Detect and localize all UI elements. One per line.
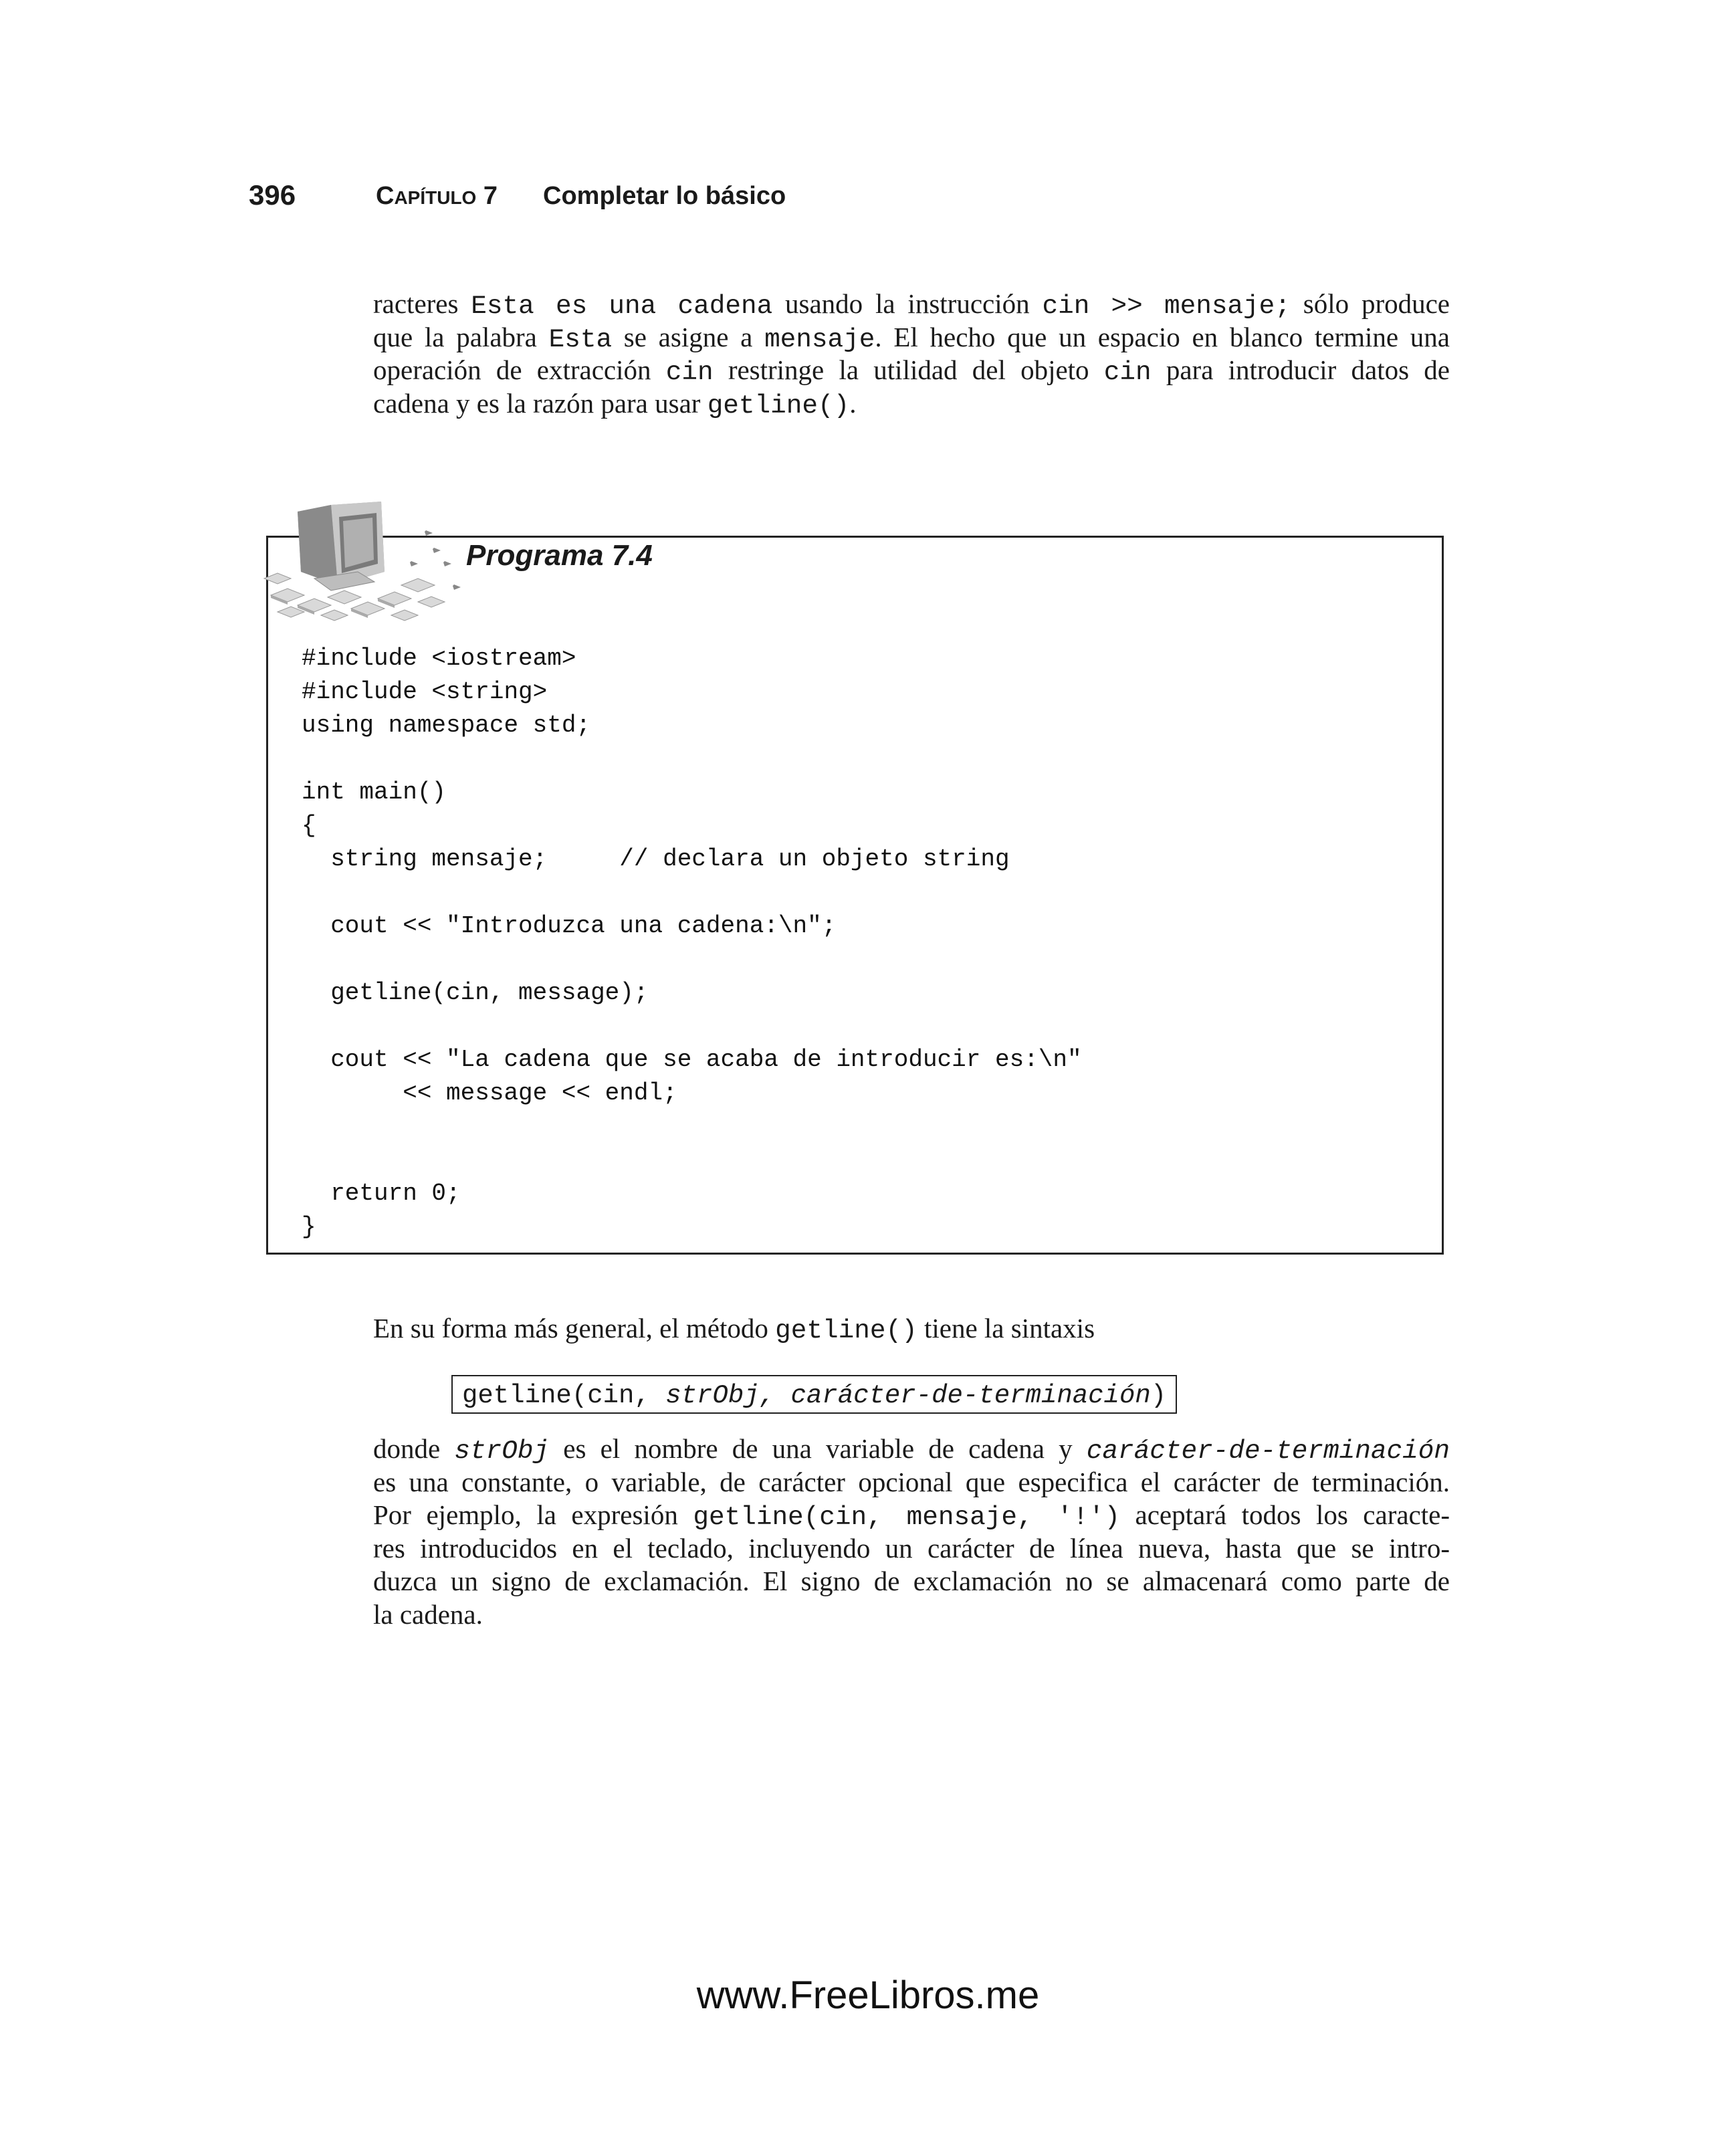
text-line	[373, 1312, 1450, 1346]
text-line	[373, 1432, 1450, 1466]
syntax-text: )	[1150, 1381, 1167, 1410]
text-line: la cadena.	[373, 1598, 483, 1630]
text-run: usando la instrucción	[772, 288, 1043, 319]
syntax-params: strObj, carácter-de-terminación	[665, 1381, 1151, 1410]
text-run: es el nombre de una variable de cadena y	[549, 1433, 1087, 1464]
text-line	[373, 288, 1450, 321]
program-title: Programa 7.4	[463, 539, 655, 572]
text-run: .	[849, 387, 857, 419]
chapter-title: Completar lo básico	[543, 182, 786, 210]
donde-paragraph	[373, 1432, 1450, 1631]
general-paragraph	[373, 1312, 1450, 1346]
code-inline: Esta es una cadena	[471, 291, 773, 321]
text-run: tiene la sintaxis	[917, 1313, 1095, 1344]
syntax-box	[451, 1375, 1177, 1414]
code-inline: mensaje	[764, 324, 875, 354]
text-line	[373, 354, 1450, 387]
text-line	[373, 387, 1450, 421]
text-run: aceptará todos los caracte-	[1120, 1499, 1450, 1530]
text-run: En su forma más general, el método	[373, 1313, 776, 1344]
code-inline: strObj	[454, 1436, 550, 1466]
code-inline: Esta	[548, 324, 613, 354]
text-run: operación de extracción	[373, 354, 666, 385]
intro-paragraph	[373, 288, 1450, 420]
code-inline: getline(cin, mensaje, '!')	[693, 1502, 1120, 1532]
code-inline: cin	[1103, 357, 1152, 387]
text-line	[373, 1499, 1450, 1532]
text-run: Por ejemplo, la expresión	[373, 1499, 693, 1530]
chapter-prefix-rest: APÍTULO	[394, 187, 477, 208]
text-run: cadena y es la razón para usar	[373, 387, 708, 419]
text-run: que la palabra	[373, 321, 549, 352]
code-inline: cin >> mensaje;	[1042, 291, 1291, 321]
chapter-prefix-cap: C	[376, 182, 395, 210]
footer-url: www.FreeLibros.me	[696, 1974, 1040, 2017]
text-run: para introducir datos de	[1151, 354, 1450, 385]
page-number: 396	[249, 179, 296, 211]
text-run: sólo produce	[1290, 288, 1450, 319]
text-run: donde	[373, 1433, 455, 1464]
text-run: se asigne a	[612, 321, 765, 352]
computer-icon	[257, 478, 465, 625]
text-line: res introducidos en el teclado, incluyendo un carácter de línea nueva, hasta que se intro-	[373, 1532, 1450, 1564]
code-inline: getline()	[775, 1315, 917, 1346]
chapter-number: 7	[483, 182, 498, 210]
code-inline: carácter-de-terminación	[1086, 1436, 1450, 1466]
code-inline: getline()	[707, 390, 850, 421]
text-line: duzca un signo de exclamación. El signo de exclamación no se almacenará como parte de	[373, 1566, 1450, 1596]
text-run: racteres	[373, 288, 471, 319]
code-listing: #include <iostream> #include <string> using namespace std; int main() { string mensaje; // declara un objeto string cout << "Introduzca una cadena:\n"; getline(cin, message); cout << "La cadena que se acaba de introducir es:\n" << message << endl; return 0; }	[302, 645, 1082, 1241]
chapter-label	[376, 182, 498, 211]
running-head	[249, 179, 1519, 219]
text-line: es una constante, o variable, de carácter opcional que especifica el carácter de terminación.	[373, 1466, 1450, 1497]
syntax-text: getline(cin,	[462, 1381, 666, 1410]
text-line	[373, 321, 1450, 354]
code-inline: cin	[665, 357, 714, 387]
text-run: . El hecho que un espacio en blanco termine una	[875, 321, 1450, 352]
text-run: restringe la utilidad del objeto	[713, 354, 1104, 385]
